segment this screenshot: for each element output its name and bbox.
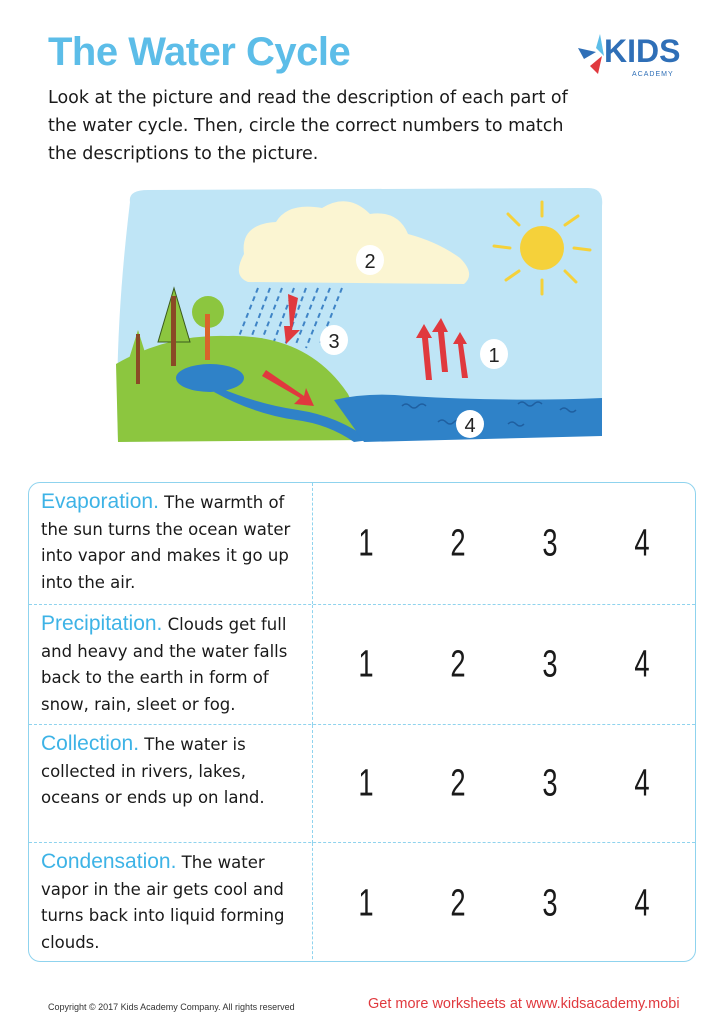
number-options [313, 725, 695, 843]
option-3[interactable]: 3 [542, 882, 558, 924]
logo-tagline: ACADEMY [632, 71, 674, 78]
table-row [29, 724, 695, 843]
table-row [29, 483, 695, 604]
promo-link[interactable]: Get more worksheets at www.kidsacademy.mobi [368, 996, 680, 1012]
logo-wordmark: KIDS [604, 33, 681, 69]
scene-label-4: 4 [464, 415, 476, 437]
badge-4 [456, 410, 484, 438]
term-condensation: Condensation. [41, 850, 177, 873]
water-cycle-illustration [108, 184, 608, 446]
badge-3 [320, 325, 348, 355]
option-1[interactable]: 1 [358, 762, 375, 805]
number-options [313, 605, 695, 725]
copyright-text: Copyright © 2017 Kids Academy Company. All rights reserved [48, 1002, 295, 1012]
option-4[interactable]: 4 [633, 762, 650, 805]
scene-label-3: 3 [328, 331, 340, 353]
option-4[interactable]: 4 [633, 643, 650, 686]
term-collection: Collection. [41, 732, 140, 755]
row-description [29, 725, 313, 843]
option-4[interactable]: 4 [633, 522, 650, 564]
option-1[interactable]: 1 [358, 643, 375, 686]
option-1[interactable]: 1 [358, 522, 375, 564]
scene-label-2: 2 [364, 251, 376, 273]
option-3[interactable]: 3 [542, 762, 558, 805]
logo-splash-icon [578, 34, 604, 74]
definition-text: Clouds get full and heavy and the water falls back to the earth in form of snow, rain, sleet or fog. [41, 615, 288, 714]
row-description [29, 843, 313, 962]
row-description [29, 483, 313, 604]
table-row [29, 604, 695, 725]
page-title: The Water Cycle [48, 30, 351, 74]
table-row [29, 842, 695, 962]
option-2[interactable]: 2 [450, 762, 466, 805]
row-description [29, 605, 313, 725]
term-evaporation: Evaporation. [41, 490, 159, 513]
number-options [313, 843, 695, 962]
scene-label-1: 1 [488, 345, 500, 367]
term-precipitation: Precipitation. [41, 612, 163, 635]
option-2[interactable]: 2 [450, 643, 466, 686]
option-2[interactable]: 2 [450, 522, 466, 564]
definition-text: The water is collected in rivers, lakes, oceans or ends up on land. [41, 735, 265, 807]
instructions-text: Look at the picture and read the description of each part of the water cycle. Then, circle the correct numbers to match the descriptions to the picture. [48, 88, 568, 164]
option-3[interactable]: 3 [542, 522, 558, 564]
badge-2 [356, 245, 384, 275]
definition-text: The water vapor in the air gets cool and turns back into liquid forming clouds. [41, 853, 285, 952]
option-3[interactable]: 3 [542, 643, 558, 686]
badge-1 [480, 339, 508, 369]
definition-text: The warmth of the sun turns the ocean water into vapor and makes it go up into the air. [41, 493, 291, 592]
matching-table [28, 482, 696, 962]
number-options [313, 483, 695, 604]
lake [176, 364, 244, 392]
option-2[interactable]: 2 [450, 882, 466, 924]
option-1[interactable]: 1 [358, 882, 375, 924]
kids-academy-logo [574, 26, 692, 82]
option-4[interactable]: 4 [633, 882, 650, 924]
